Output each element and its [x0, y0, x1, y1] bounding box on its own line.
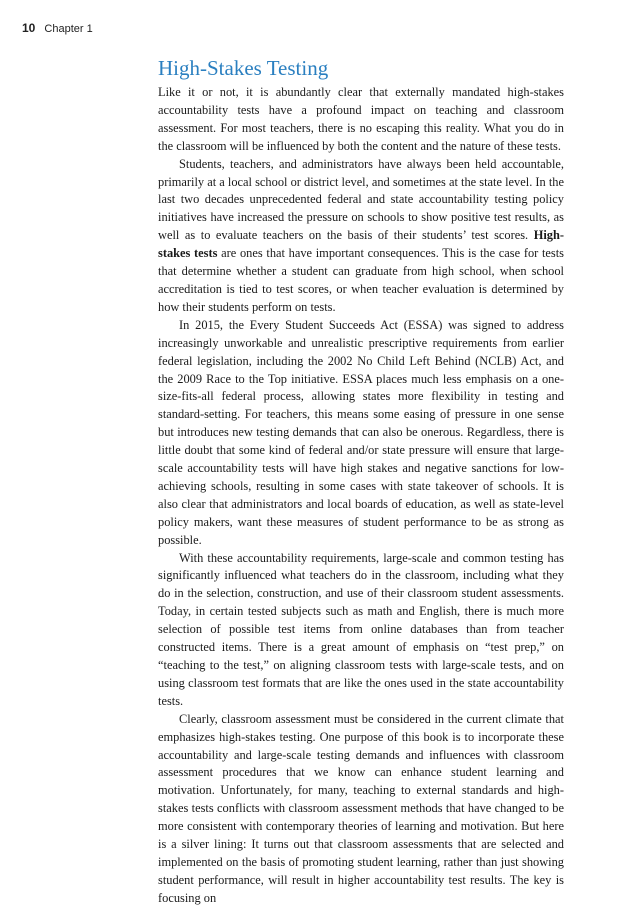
body-text — [158, 84, 564, 908]
paragraph: In 2015, the Every Student Succeeds Act (ESSA) was signed to address increasingly unworkable and unrealistic prescriptive requirements from earlier federal legislation, including the 2002 No Child Left Behind (NCLB) Act, and the 2009 Race to the Top initiative. ESSA places much less emphasis on a one-size-fits-all federal process, allowing states more flexibility in testing and standard-setting. For teachers, this means some easing of pressure in one sense but introduces new testing demands that can also be onerous. Regardless, there is little doubt that some kind of federal and/or state pressure will ensure that large-scale accountability tests will have high stakes and negative sanctions for low-achieving schools, resulting in some cases with state takeover of schools. It is also clear that administrators and local boards of education, as well as state-level policy makers, want these measures of student performance to be as strong as possible. — [158, 317, 564, 547]
paragraph: With these accountability requirements, large-scale and common testing has significantly influenced what teachers do in the classroom, including what they do in the selection, construction, and use of their classroom student assessments. Today, in certain tested subjects such as math and English, there is much more selection of possible test items from online databases than from teacher constructed items. There is a great amount of emphasis on “test prep,” on “teaching to the test,” on aligning classroom tests with large-scale tests, and on using classroom test formats that are like the ones used in the state accountability tests. — [158, 550, 564, 708]
paragraph — [158, 156, 564, 317]
key-term: High-stakes tests — [158, 228, 564, 261]
chapter-label: Chapter 1 — [44, 23, 93, 35]
section-heading: High-Stakes Testing — [158, 56, 329, 80]
page-number: 10 — [22, 21, 36, 35]
paragraph-text: Students, teachers, and administrators have always been held accountable, primarily at a local school or district level, and sometimes at the state level. In the last two decades unprecedented federal and state accountability testing policy initiatives have increased the pressure on schools to show positive test results, as well as to evaluate teachers on the basis of their students’ test scores. — [158, 156, 564, 243]
running-head — [22, 21, 93, 35]
paragraph: Like it or not, it is abundantly clear that externally mandated high-stakes accountability tests have a profound impact on teaching and classroom assessment. For most teachers, there is no escaping this reality. What you do in the classroom will be influenced by both the content and the nature of these tests. — [158, 85, 564, 153]
paragraph: Clearly, classroom assessment must be considered in the current climate that emphasizes high-stakes testing. One purpose of this book is to incorporate these accountability and large-scale testing demands and influences with classroom assessment procedures that we know can enhance student learning and motivation. Unfortunately, for many, teaching to external standards and high-stakes tests conflicts with classroom assessment methods that have changed to be more consistent with contemporary theories of learning and motivation. But here is a silver lining: It turns out that classroom assessments that are selected and implemented on the basis of promoting student learning, rather than just showing student performance, will result in higher accountability test results. The key is focusing on — [158, 711, 564, 905]
paragraph-text: are ones that have important consequences. This is the case for tests that determine whether a student can graduate from high school, when school accreditation is tied to test scores, or when teacher evaluation is determined by how their students perform on tests. — [158, 246, 564, 314]
